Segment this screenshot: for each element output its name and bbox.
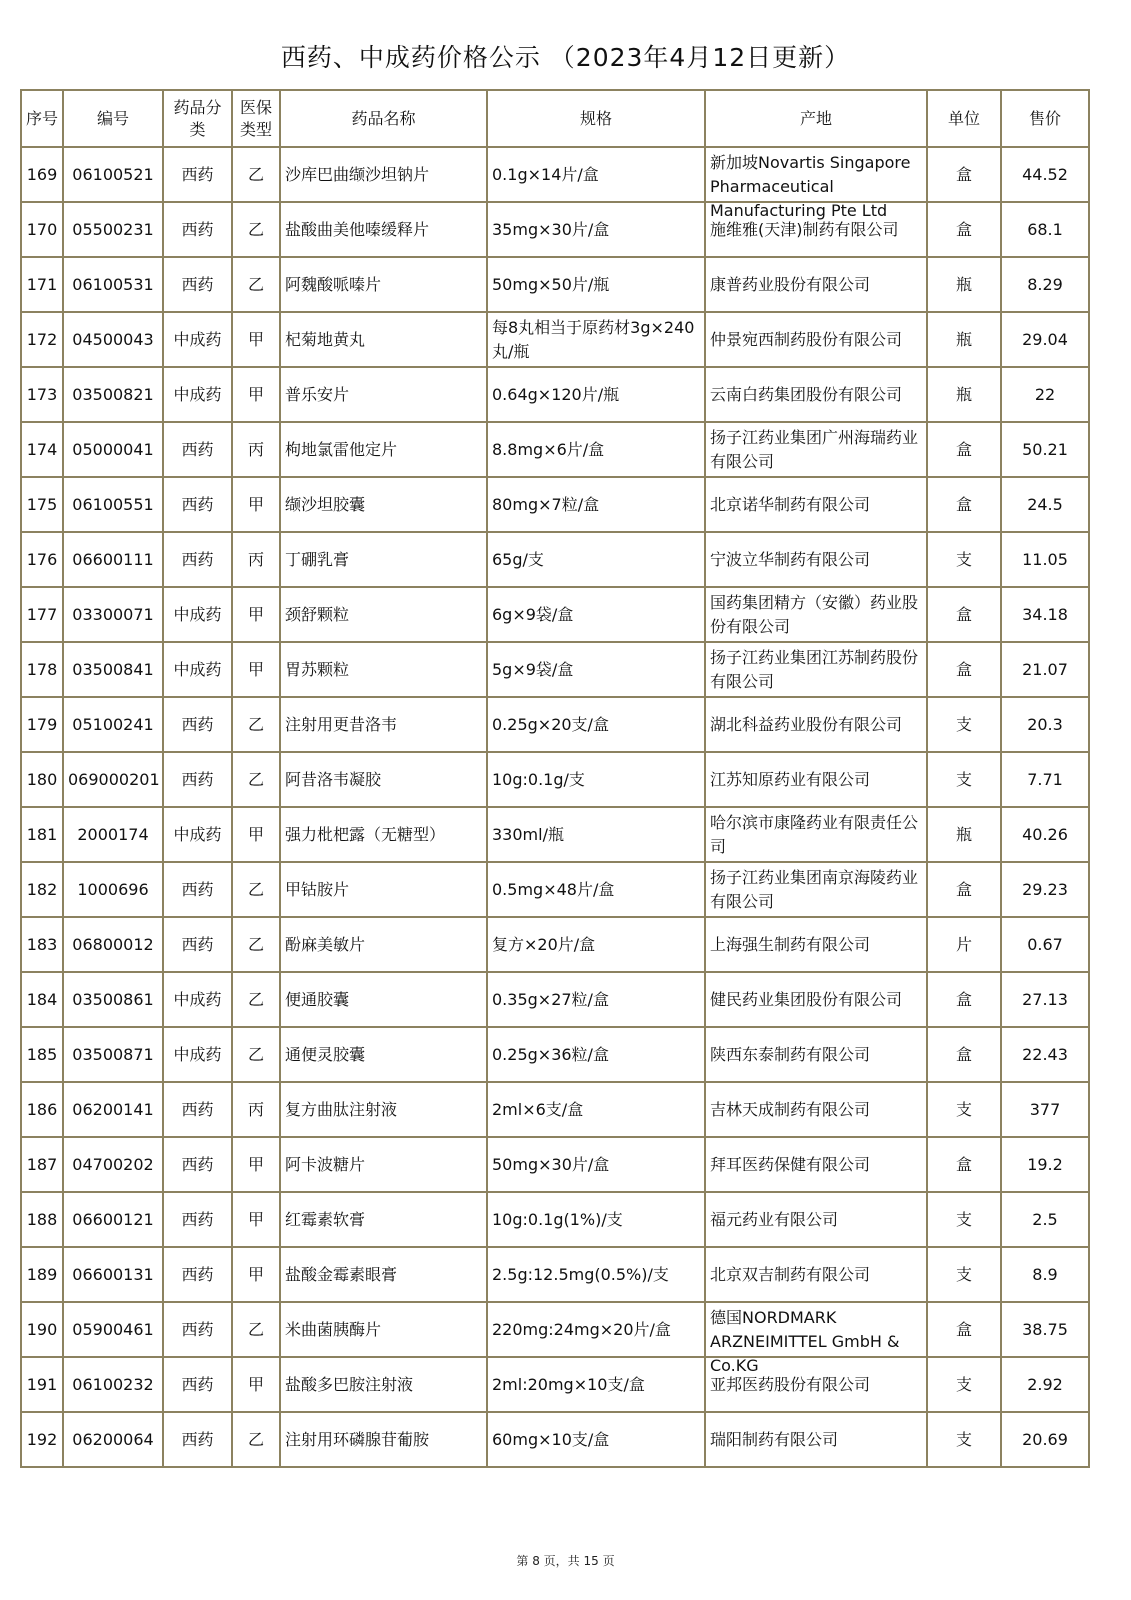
table-body	[21, 147, 1089, 1467]
row-drug-name: 强力枇杷露（无糖型）	[280, 807, 487, 862]
row-unit: 盒	[927, 477, 1001, 532]
header-code: 编号	[63, 90, 163, 147]
row-drug-name: 杞菊地黄丸	[280, 312, 487, 367]
row-seq: 182	[21, 862, 63, 917]
row-code: 03500821	[63, 367, 163, 422]
row-code: 06100521	[63, 147, 163, 202]
table-row	[21, 917, 1089, 972]
row-unit: 支	[927, 1247, 1001, 1302]
row-drug-name: 丁硼乳膏	[280, 532, 487, 587]
row-drug-name: 颈舒颗粒	[280, 587, 487, 642]
row-unit: 支	[927, 1357, 1001, 1412]
header-origin: 产地	[705, 90, 927, 147]
header-drug-name: 药品名称	[280, 90, 487, 147]
row-unit: 支	[927, 1082, 1001, 1137]
row-category: 西药	[163, 1412, 232, 1467]
header-price: 售价	[1001, 90, 1089, 147]
row-spec: 330ml/瓶	[487, 807, 705, 862]
row-code: 04500043	[63, 312, 163, 367]
row-code: 06600131	[63, 1247, 163, 1302]
row-unit: 盒	[927, 422, 1001, 477]
origin-text: 扬子江药业集团广州海瑞药业有限公司	[710, 427, 919, 471]
row-seq: 189	[21, 1247, 63, 1302]
row-origin	[705, 752, 927, 807]
row-insurance-type: 甲	[232, 312, 280, 367]
row-drug-name: 复方曲肽注射液	[280, 1082, 487, 1137]
row-code: 069000201	[63, 752, 163, 807]
row-price: 50.21	[1001, 422, 1089, 477]
row-category: 西药	[163, 147, 232, 202]
origin-text: 扬子江药业集团南京海陵药业有限公司	[710, 867, 919, 911]
row-price: 22	[1001, 367, 1089, 422]
row-category: 西药	[163, 1247, 232, 1302]
row-price: 8.9	[1001, 1247, 1089, 1302]
row-price: 40.26	[1001, 807, 1089, 862]
row-drug-name: 阿卡波糖片	[280, 1137, 487, 1192]
row-code: 03500841	[63, 642, 163, 697]
row-code: 06100551	[63, 477, 163, 532]
row-drug-name: 米曲菌胰酶片	[280, 1302, 487, 1357]
row-price: 20.69	[1001, 1412, 1089, 1467]
row-insurance-type: 丙	[232, 1082, 280, 1137]
origin-text: 北京双吉制药有限公司	[710, 1264, 871, 1284]
row-code: 05900461	[63, 1302, 163, 1357]
table-row	[21, 862, 1089, 917]
row-origin	[705, 257, 927, 312]
row-seq: 174	[21, 422, 63, 477]
row-seq: 190	[21, 1302, 63, 1357]
table-row	[21, 807, 1089, 862]
row-category: 中成药	[163, 1027, 232, 1082]
row-spec: 220mg:24mg×20片/盒	[487, 1302, 705, 1357]
row-code: 06800012	[63, 917, 163, 972]
row-price: 29.23	[1001, 862, 1089, 917]
origin-text: 施维雅(天津)制药有限公司	[710, 219, 899, 239]
origin-text: 拜耳医药保健有限公司	[710, 1154, 871, 1174]
row-spec: 60mg×10支/盒	[487, 1412, 705, 1467]
origin-text: 吉林天成制药有限公司	[710, 1099, 871, 1119]
row-seq: 177	[21, 587, 63, 642]
row-drug-name: 甲钴胺片	[280, 862, 487, 917]
table-row	[21, 1357, 1089, 1412]
row-insurance-type: 甲	[232, 1247, 280, 1302]
row-drug-name: 盐酸多巴胺注射液	[280, 1357, 487, 1412]
row-drug-name: 沙库巴曲缬沙坦钠片	[280, 147, 487, 202]
row-insurance-type: 乙	[232, 1027, 280, 1082]
row-drug-name: 注射用环磷腺苷葡胺	[280, 1412, 487, 1467]
row-spec: 复方×20片/盒	[487, 917, 705, 972]
row-insurance-type: 甲	[232, 1137, 280, 1192]
row-origin	[705, 642, 927, 697]
row-seq: 188	[21, 1192, 63, 1247]
row-price: 24.5	[1001, 477, 1089, 532]
row-insurance-type: 乙	[232, 147, 280, 202]
row-unit: 盒	[927, 587, 1001, 642]
row-origin	[705, 1302, 927, 1375]
row-category: 西药	[163, 202, 232, 257]
origin-text: 康普药业股份有限公司	[710, 274, 871, 294]
row-category: 西药	[163, 477, 232, 532]
header-category: 药品分类	[163, 90, 232, 147]
origin-text: 新加坡Novartis Singapore Pharmaceutical Manufacturing Pte Ltd	[710, 152, 911, 220]
row-unit: 支	[927, 697, 1001, 752]
row-origin	[705, 862, 927, 917]
row-origin	[705, 422, 927, 477]
row-origin	[705, 1027, 927, 1082]
row-seq: 184	[21, 972, 63, 1027]
row-insurance-type: 甲	[232, 642, 280, 697]
row-price: 377	[1001, 1082, 1089, 1137]
origin-text: 宁波立华制药有限公司	[710, 549, 871, 569]
row-origin	[705, 147, 927, 220]
row-drug-name: 酚麻美敏片	[280, 917, 487, 972]
table-row	[21, 752, 1089, 807]
row-spec: 10g:0.1g/支	[487, 752, 705, 807]
row-origin	[705, 532, 927, 587]
table-row	[21, 1027, 1089, 1082]
row-price: 20.3	[1001, 697, 1089, 752]
row-insurance-type: 乙	[232, 752, 280, 807]
row-unit: 盒	[927, 862, 1001, 917]
row-price: 0.67	[1001, 917, 1089, 972]
row-seq: 187	[21, 1137, 63, 1192]
row-price: 21.07	[1001, 642, 1089, 697]
row-code: 05100241	[63, 697, 163, 752]
row-origin	[705, 1247, 927, 1302]
row-category: 西药	[163, 532, 232, 587]
row-origin	[705, 807, 927, 862]
row-spec: 5g×9袋/盒	[487, 642, 705, 697]
header-insurance-type: 医保类型	[232, 90, 280, 147]
row-unit: 盒	[927, 972, 1001, 1027]
row-origin	[705, 367, 927, 422]
row-unit: 瓶	[927, 312, 1001, 367]
row-code: 06200141	[63, 1082, 163, 1137]
row-origin	[705, 1137, 927, 1192]
page-footer: 第 8 页，共 15 页	[516, 1554, 615, 1568]
table-row	[21, 202, 1089, 257]
table-row	[21, 257, 1089, 312]
row-spec: 0.25g×20支/盒	[487, 697, 705, 752]
row-spec: 35mg×30片/盒	[487, 202, 705, 257]
table-row	[21, 1082, 1089, 1137]
row-spec: 50mg×50片/瓶	[487, 257, 705, 312]
row-spec: 50mg×30片/盒	[487, 1137, 705, 1192]
row-insurance-type: 乙	[232, 1412, 280, 1467]
row-unit: 盒	[927, 1027, 1001, 1082]
row-insurance-type: 丙	[232, 422, 280, 477]
row-category: 中成药	[163, 312, 232, 367]
table-row	[21, 147, 1089, 202]
table-row	[21, 1247, 1089, 1302]
row-insurance-type: 乙	[232, 202, 280, 257]
table-row	[21, 642, 1089, 697]
row-origin	[705, 1192, 927, 1247]
row-drug-name: 盐酸曲美他嗪缓释片	[280, 202, 487, 257]
origin-text: 江苏知原药业有限公司	[710, 769, 871, 789]
row-category: 西药	[163, 1192, 232, 1247]
row-unit: 盒	[927, 1302, 1001, 1357]
origin-text: 瑞阳制药有限公司	[710, 1429, 839, 1449]
row-seq: 179	[21, 697, 63, 752]
row-insurance-type: 乙	[232, 1302, 280, 1357]
row-insurance-type: 甲	[232, 587, 280, 642]
row-code: 06100531	[63, 257, 163, 312]
row-code: 05500231	[63, 202, 163, 257]
row-price: 68.1	[1001, 202, 1089, 257]
row-spec: 8.8mg×6片/盒	[487, 422, 705, 477]
origin-text: 陕西东泰制药有限公司	[710, 1044, 871, 1064]
row-drug-name: 红霉素软膏	[280, 1192, 487, 1247]
row-category: 中成药	[163, 807, 232, 862]
row-drug-name: 枸地氯雷他定片	[280, 422, 487, 477]
row-spec: 2ml×6支/盒	[487, 1082, 705, 1137]
origin-text: 亚邦医药股份有限公司	[710, 1374, 871, 1394]
row-unit: 支	[927, 1192, 1001, 1247]
origin-text: 北京诺华制药有限公司	[710, 494, 871, 514]
row-category: 中成药	[163, 367, 232, 422]
row-category: 中成药	[163, 642, 232, 697]
origin-text: 福元药业有限公司	[710, 1209, 839, 1229]
row-price: 2.5	[1001, 1192, 1089, 1247]
row-code: 03300071	[63, 587, 163, 642]
table-row	[21, 1302, 1089, 1357]
row-category: 中成药	[163, 972, 232, 1027]
row-origin	[705, 1082, 927, 1137]
row-spec: 0.35g×27粒/盒	[487, 972, 705, 1027]
row-spec: 0.1g×14片/盒	[487, 147, 705, 202]
row-seq: 181	[21, 807, 63, 862]
table-row	[21, 972, 1089, 1027]
row-seq: 173	[21, 367, 63, 422]
row-category: 西药	[163, 1137, 232, 1192]
row-seq: 176	[21, 532, 63, 587]
row-unit: 片	[927, 917, 1001, 972]
row-code: 2000174	[63, 807, 163, 862]
header-row	[21, 90, 1089, 147]
row-unit: 盒	[927, 642, 1001, 697]
row-unit: 支	[927, 532, 1001, 587]
row-insurance-type: 甲	[232, 1357, 280, 1412]
table-row	[21, 1192, 1089, 1247]
row-drug-name: 注射用更昔洛韦	[280, 697, 487, 752]
row-seq: 171	[21, 257, 63, 312]
row-category: 中成药	[163, 587, 232, 642]
origin-text: 健民药业集团股份有限公司	[710, 989, 903, 1009]
row-origin	[705, 697, 927, 752]
origin-text: 云南白药集团股份有限公司	[710, 384, 903, 404]
row-insurance-type: 甲	[232, 807, 280, 862]
row-seq: 192	[21, 1412, 63, 1467]
row-price: 11.05	[1001, 532, 1089, 587]
row-origin	[705, 1412, 927, 1467]
price-table	[20, 89, 1090, 1468]
row-category: 西药	[163, 917, 232, 972]
row-price: 8.29	[1001, 257, 1089, 312]
row-insurance-type: 乙	[232, 862, 280, 917]
row-drug-name: 阿魏酸哌嗪片	[280, 257, 487, 312]
row-price: 22.43	[1001, 1027, 1089, 1082]
row-insurance-type: 甲	[232, 1192, 280, 1247]
row-price: 27.13	[1001, 972, 1089, 1027]
row-seq: 183	[21, 917, 63, 972]
row-seq: 180	[21, 752, 63, 807]
row-price: 38.75	[1001, 1302, 1089, 1357]
table-header	[21, 90, 1089, 147]
row-origin	[705, 917, 927, 972]
table-row	[21, 587, 1089, 642]
row-seq: 170	[21, 202, 63, 257]
row-spec: 0.64g×120片/瓶	[487, 367, 705, 422]
row-drug-name: 盐酸金霉素眼膏	[280, 1247, 487, 1302]
row-category: 西药	[163, 862, 232, 917]
row-code: 06600121	[63, 1192, 163, 1247]
table-row	[21, 1137, 1089, 1192]
header-spec: 规格	[487, 90, 705, 147]
row-price: 2.92	[1001, 1357, 1089, 1412]
origin-text: 扬子江药业集团江苏制药股份有限公司	[710, 647, 919, 691]
row-unit: 瓶	[927, 257, 1001, 312]
row-origin	[705, 972, 927, 1027]
table-row	[21, 532, 1089, 587]
row-insurance-type: 乙	[232, 972, 280, 1027]
table-row	[21, 477, 1089, 532]
row-origin	[705, 477, 927, 532]
row-spec: 80mg×7粒/盒	[487, 477, 705, 532]
row-spec: 每8丸相当于原药材3g×240丸/瓶	[487, 312, 705, 367]
table-row	[21, 1412, 1089, 1467]
row-code: 04700202	[63, 1137, 163, 1192]
row-unit: 盒	[927, 147, 1001, 202]
table-row	[21, 367, 1089, 422]
origin-text: 哈尔滨市康隆药业有限责任公司	[710, 812, 919, 856]
row-drug-name: 便通胶囊	[280, 972, 487, 1027]
page-title: 西药、中成药价格公示 （2023年4月12日更新）	[280, 43, 851, 72]
row-insurance-type: 甲	[232, 477, 280, 532]
row-seq: 178	[21, 642, 63, 697]
row-price: 7.71	[1001, 752, 1089, 807]
row-unit: 支	[927, 752, 1001, 807]
row-price: 44.52	[1001, 147, 1089, 202]
row-code: 05000041	[63, 422, 163, 477]
row-category: 西药	[163, 697, 232, 752]
row-unit: 盒	[927, 202, 1001, 257]
header-seq: 序号	[21, 90, 63, 147]
row-origin	[705, 587, 927, 642]
row-drug-name: 缬沙坦胶囊	[280, 477, 487, 532]
row-seq: 172	[21, 312, 63, 367]
row-spec: 65g/支	[487, 532, 705, 587]
row-insurance-type: 乙	[232, 257, 280, 312]
table-row	[21, 312, 1089, 367]
row-seq: 186	[21, 1082, 63, 1137]
row-price: 34.18	[1001, 587, 1089, 642]
row-category: 西药	[163, 257, 232, 312]
row-drug-name: 阿昔洛韦凝胶	[280, 752, 487, 807]
table-row	[21, 422, 1089, 477]
row-insurance-type: 乙	[232, 697, 280, 752]
origin-text: 湖北科益药业股份有限公司	[710, 714, 903, 734]
row-category: 西药	[163, 422, 232, 477]
row-seq: 191	[21, 1357, 63, 1412]
row-unit: 瓶	[927, 367, 1001, 422]
row-unit: 瓶	[927, 807, 1001, 862]
row-spec: 6g×9袋/盒	[487, 587, 705, 642]
origin-text: 国药集团精方（安徽）药业股份有限公司	[710, 592, 919, 636]
row-code: 06200064	[63, 1412, 163, 1467]
row-drug-name: 通便灵胶囊	[280, 1027, 487, 1082]
row-code: 06100232	[63, 1357, 163, 1412]
origin-text: 仲景宛西制药股份有限公司	[710, 329, 903, 349]
row-code: 06600111	[63, 532, 163, 587]
row-seq: 169	[21, 147, 63, 202]
row-price: 19.2	[1001, 1137, 1089, 1192]
row-unit: 支	[927, 1412, 1001, 1467]
row-category: 西药	[163, 1302, 232, 1357]
row-drug-name: 普乐安片	[280, 367, 487, 422]
row-spec: 0.25g×36粒/盒	[487, 1027, 705, 1082]
origin-text: 上海强生制药有限公司	[710, 934, 871, 954]
table-row	[21, 697, 1089, 752]
origin-text: 德国NORDMARK ARZNEIMITTEL GmbH & Co.KG	[710, 1307, 900, 1375]
row-spec: 2.5g:12.5mg(0.5%)/支	[487, 1247, 705, 1302]
row-price: 29.04	[1001, 312, 1089, 367]
row-drug-name: 胃苏颗粒	[280, 642, 487, 697]
row-spec: 10g:0.1g(1%)/支	[487, 1192, 705, 1247]
row-insurance-type: 丙	[232, 532, 280, 587]
row-category: 西药	[163, 752, 232, 807]
row-origin	[705, 312, 927, 367]
row-insurance-type: 甲	[232, 367, 280, 422]
header-unit: 单位	[927, 90, 1001, 147]
row-unit: 盒	[927, 1137, 1001, 1192]
row-insurance-type: 乙	[232, 917, 280, 972]
row-spec: 0.5mg×48片/盒	[487, 862, 705, 917]
row-code: 03500861	[63, 972, 163, 1027]
row-spec: 2ml:20mg×10支/盒	[487, 1357, 705, 1412]
row-category: 西药	[163, 1357, 232, 1412]
row-seq: 185	[21, 1027, 63, 1082]
row-code: 03500871	[63, 1027, 163, 1082]
row-seq: 175	[21, 477, 63, 532]
row-category: 西药	[163, 1082, 232, 1137]
row-code: 1000696	[63, 862, 163, 917]
